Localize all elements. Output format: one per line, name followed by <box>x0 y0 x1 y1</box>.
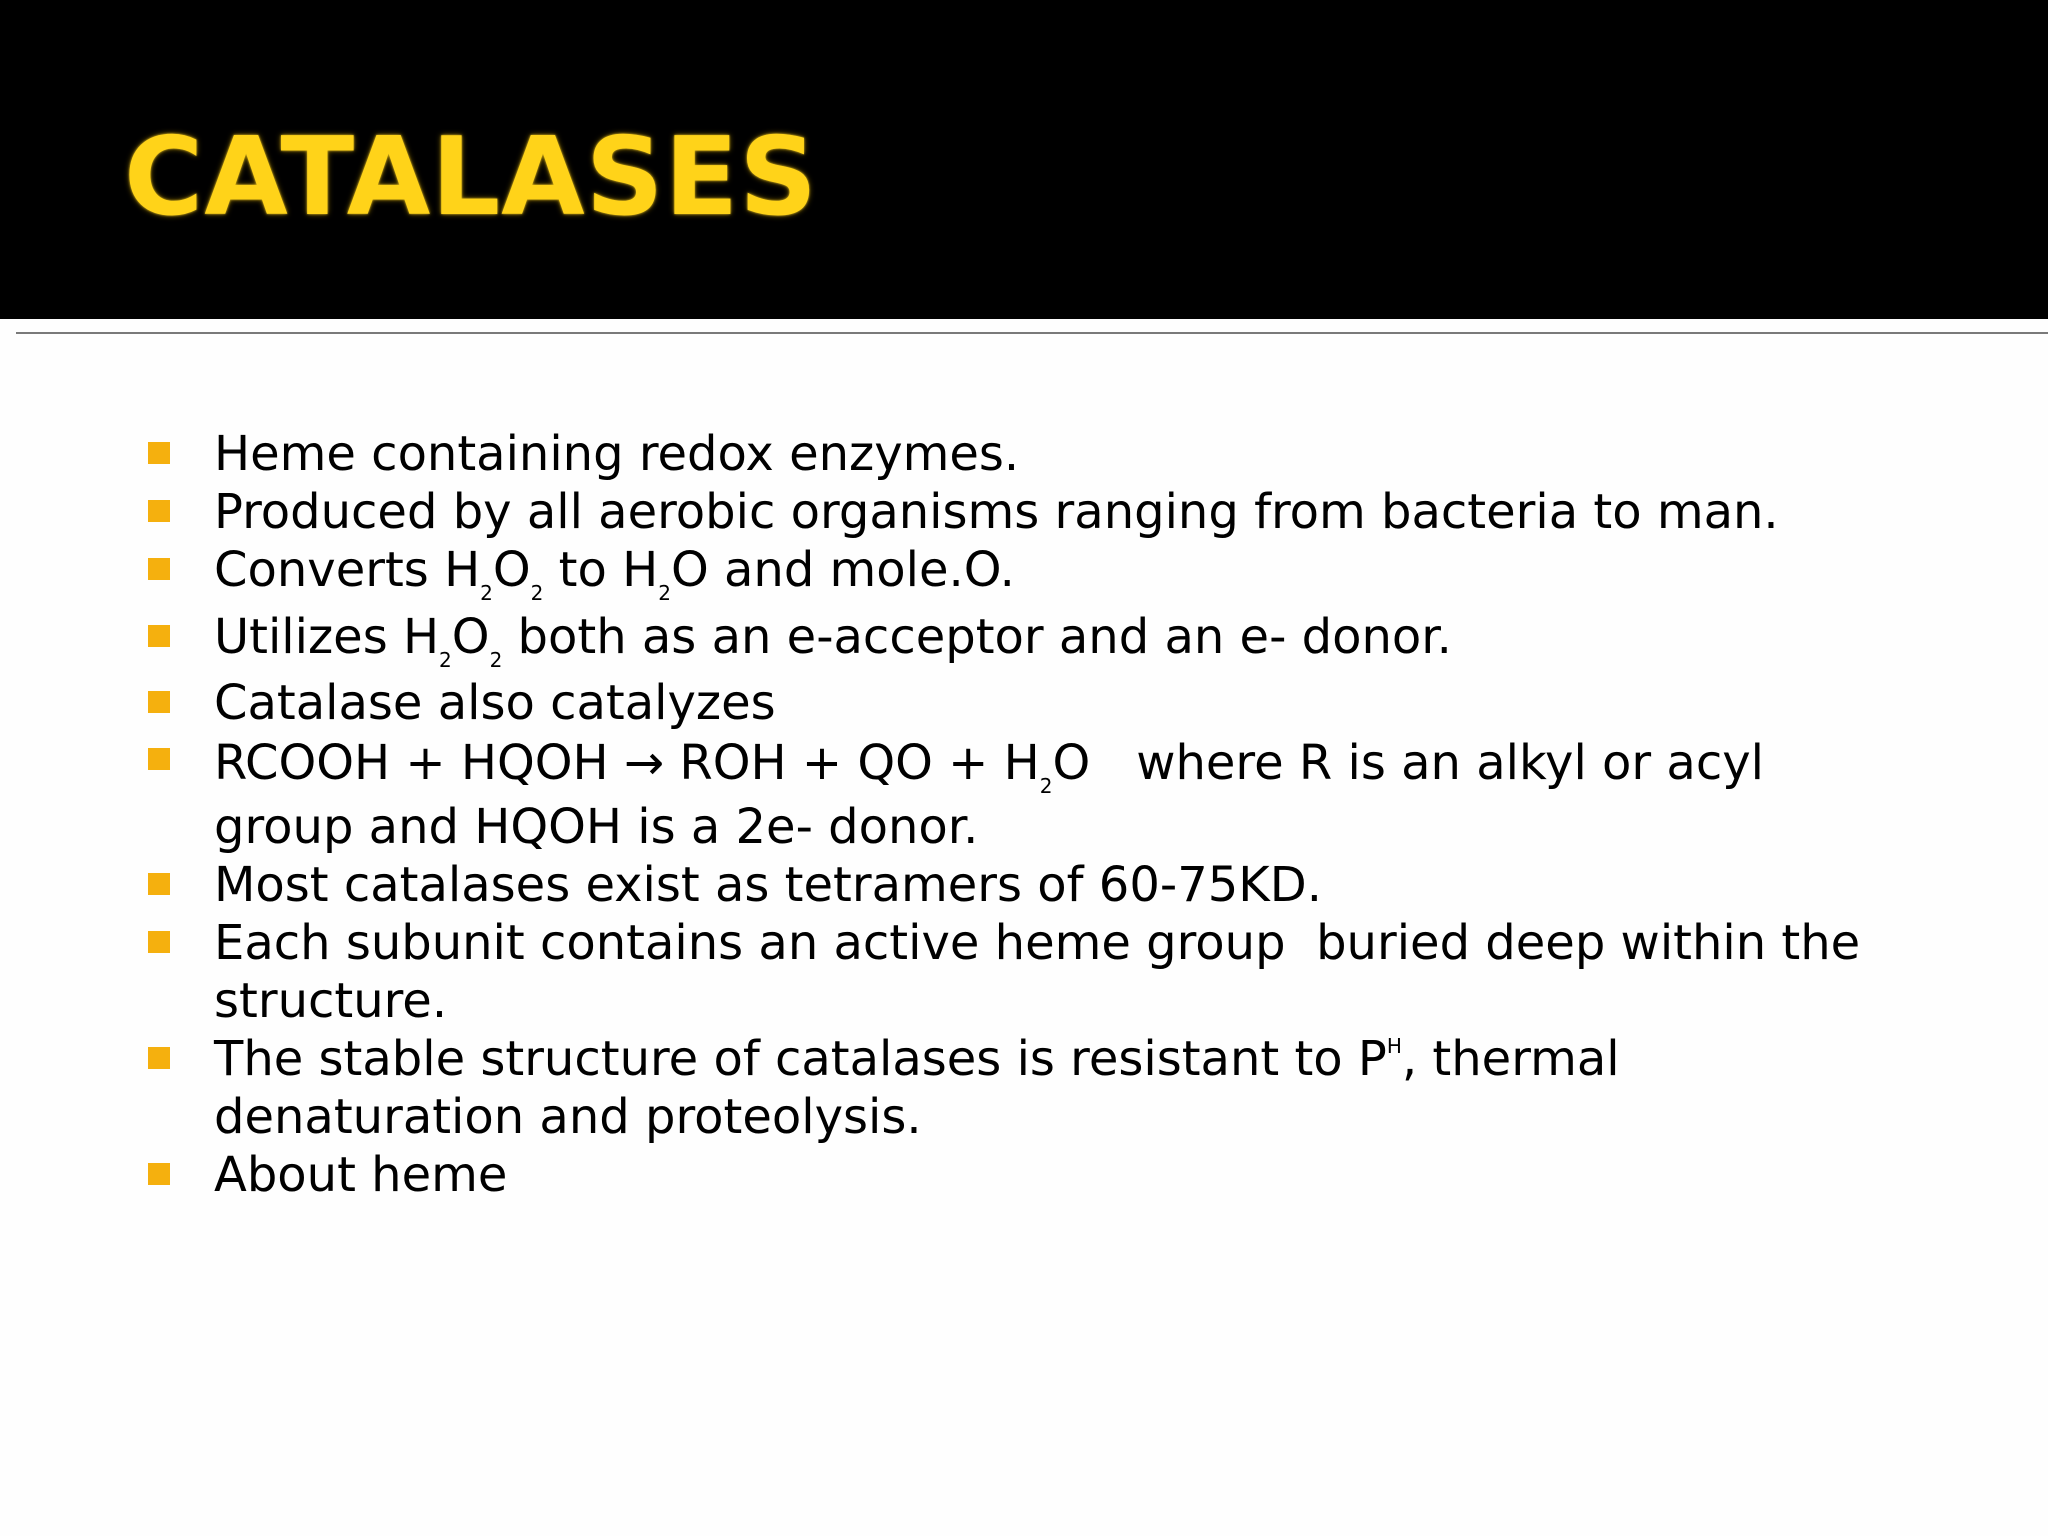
bullet-text: About heme <box>214 1147 508 1203</box>
bullet-text: Utilizes $H_2O_2$ both as an e-acceptor and an e- donor. <box>214 609 1452 672</box>
bullet-text: Converts $H_2O_2$ to $H_2O$ and mole.O. <box>214 542 1015 605</box>
square-bullet-icon <box>148 558 170 580</box>
slide-title: CATALASES <box>124 115 819 240</box>
bullet-text: Heme containing redox enzymes. <box>214 426 1020 482</box>
bullet-text: Produced by all aerobic organisms ranging from bacteria to man. <box>214 484 1779 540</box>
arrow-right-icon: → <box>623 735 665 791</box>
square-bullet-icon <box>148 873 170 895</box>
bullet-text: Catalase also catalyzes <box>214 675 776 731</box>
square-bullet-icon <box>148 691 170 713</box>
bullet-text: RCOOH + HQOH → ROH + QO + $H_2O$ where R is an alkyl or acyl group and HQOH is a 2e- donor. <box>214 735 1764 855</box>
square-bullet-icon <box>148 1047 170 1069</box>
square-bullet-icon <box>148 625 170 647</box>
bullet-text: Each subunit contains an active heme group buried deep within the structure. <box>214 915 1861 1029</box>
square-bullet-icon <box>148 748 170 770</box>
square-bullet-icon <box>148 931 170 953</box>
bullet-text: Most catalases exist as tetramers of 60-75KD. <box>214 857 1322 913</box>
bullet-text: The stable structure of catalases is resistant to $P^H$, thermal denaturation and proteolysis. <box>214 1031 1620 1145</box>
square-bullet-icon <box>148 442 170 464</box>
square-bullet-icon <box>148 1163 170 1185</box>
square-bullet-icon <box>148 500 170 522</box>
